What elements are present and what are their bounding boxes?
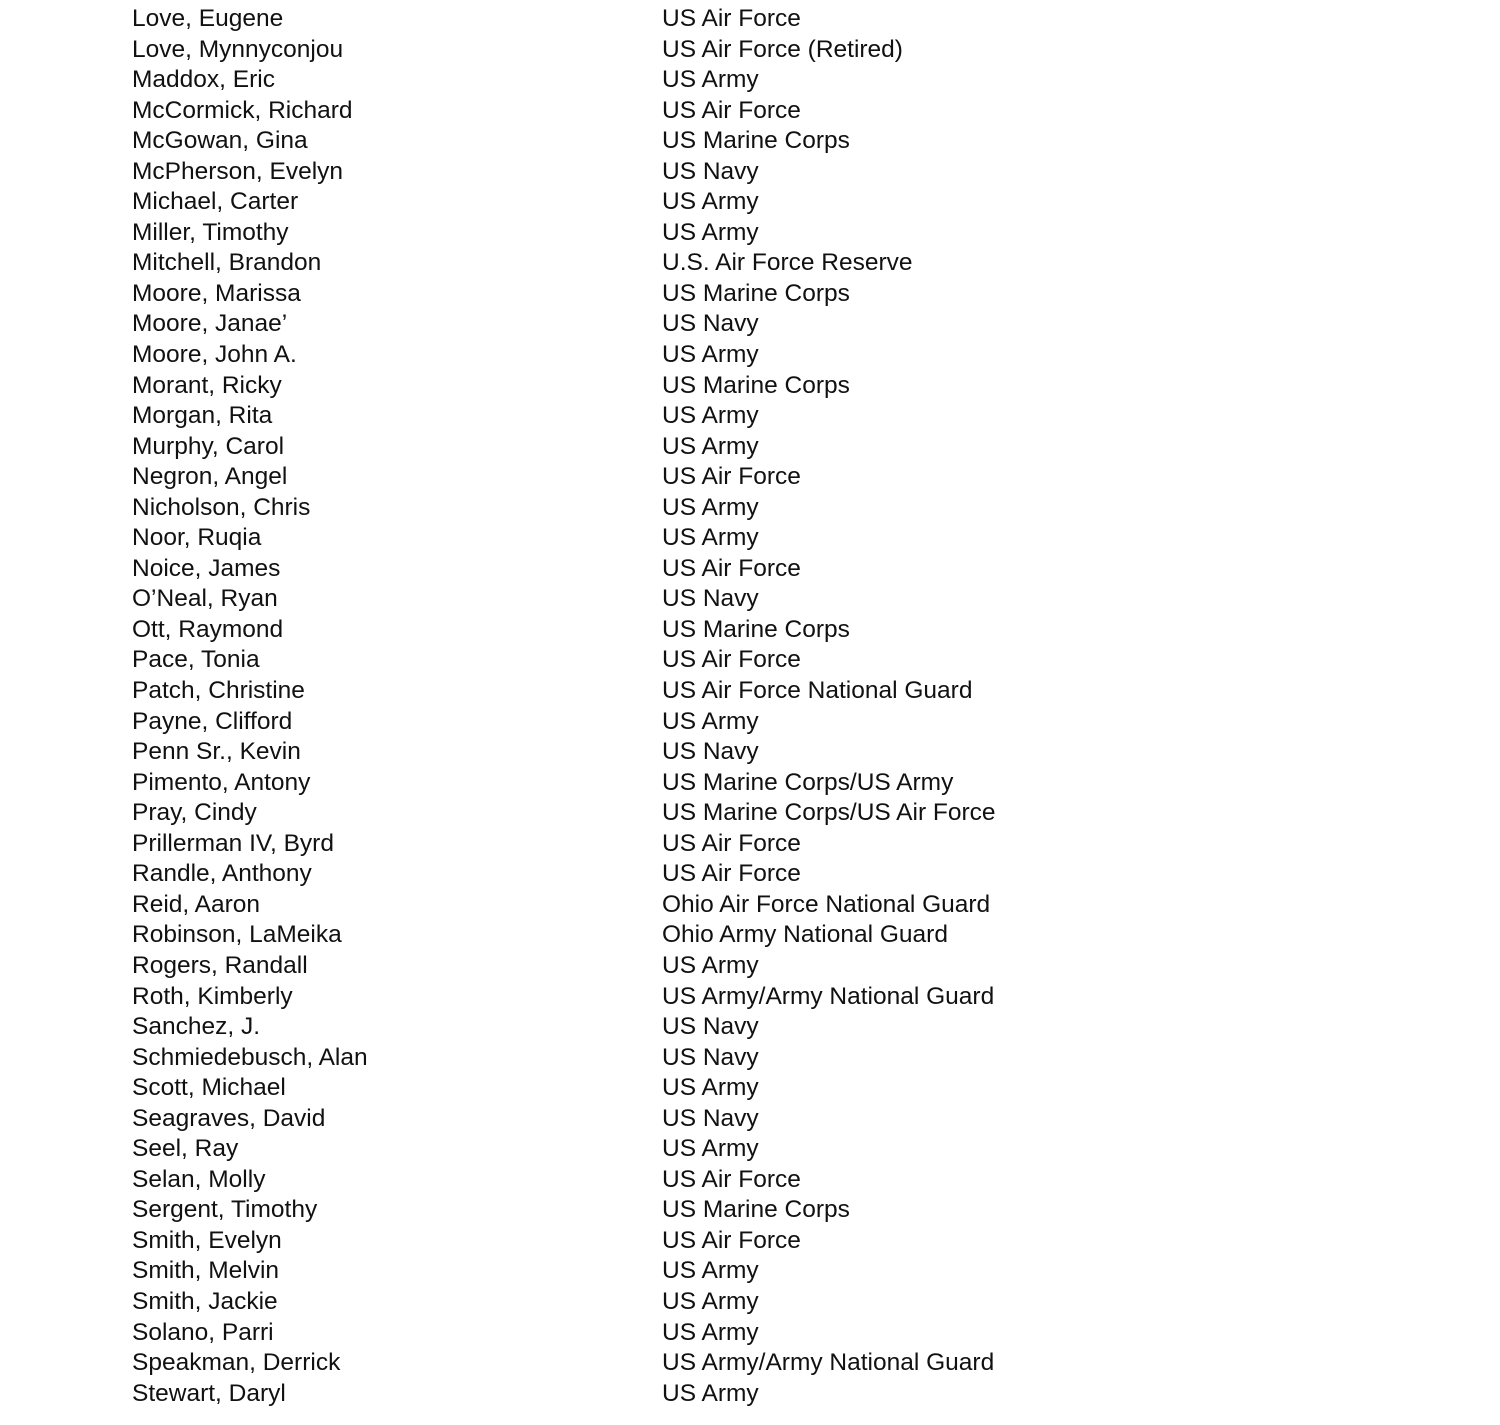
service-branch: US Air Force [662,96,801,124]
service-branch: US Army [662,432,759,460]
service-branch: US Army [662,1318,759,1346]
roster-row [132,248,1132,279]
service-branch: US Air Force [662,463,801,491]
service-branch: US Marine Corps [662,279,850,307]
veteran-roster-list [132,4,1132,1409]
roster-row [132,523,1132,554]
roster-row [132,890,1132,921]
roster-row [132,1073,1132,1104]
veteran-name: Miller, Timothy [132,218,289,246]
service-branch: US Navy [662,738,759,766]
veteran-name: Smith, Evelyn [132,1226,282,1254]
veteran-name: Noor, Ruqia [132,524,262,552]
service-branch: US Marine Corps/US Army [662,768,954,796]
roster-row [132,1379,1132,1410]
service-branch: U.S. Air Force Reserve [662,249,913,277]
service-branch: US Army [662,341,759,369]
veteran-name: Morgan, Rita [132,402,273,430]
veteran-name: Smith, Melvin [132,1257,280,1285]
service-branch: US Army/Army National Guard [662,1349,995,1377]
veteran-name: Payne, Clifford [132,707,293,735]
roster-row [132,982,1132,1013]
veteran-name: O’Neal, Ryan [132,585,278,613]
veteran-name: Moore, Marissa [132,279,301,307]
roster-row [132,126,1132,157]
roster-row [132,1226,1132,1257]
roster-row [132,493,1132,524]
veteran-name: Schmiedebusch, Alan [132,1043,368,1071]
service-branch: US Air Force [662,5,801,32]
service-branch: US Marine Corps [662,1196,850,1224]
roster-row [132,768,1132,799]
veteran-name: Negron, Angel [132,463,288,491]
roster-row [132,1348,1132,1379]
roster-row [132,432,1132,463]
roster-row [132,1165,1132,1196]
veteran-name: Patch, Christine [132,677,305,705]
service-branch: US Army [662,402,759,430]
roster-row [132,920,1132,951]
veteran-name: Mitchell, Brandon [132,249,322,277]
roster-row [132,4,1132,35]
veteran-name: Ott, Raymond [132,615,284,643]
service-branch: US Navy [662,1013,759,1041]
veteran-name: Penn Sr., Kevin [132,738,301,766]
veteran-name: Noice, James [132,554,281,582]
veteran-name: Michael, Carter [132,188,299,216]
service-branch: US Air Force [662,646,801,674]
veteran-name: McGowan, Gina [132,127,308,155]
service-branch: US Marine Corps [662,371,850,399]
service-branch: US Air Force (Retired) [662,35,903,63]
roster-row [132,951,1132,982]
veteran-name: Prillerman IV, Byrd [132,829,334,857]
service-branch: US Air Force [662,829,801,857]
service-branch: US Air Force [662,554,801,582]
roster-row [132,96,1132,127]
roster-row [132,645,1132,676]
service-branch: US Navy [662,310,759,338]
veteran-name: Selan, Molly [132,1165,266,1193]
service-branch: US Air Force [662,860,801,888]
service-branch: US Army [662,707,759,735]
veteran-name: Speakman, Derrick [132,1349,341,1377]
roster-row [132,279,1132,310]
service-branch: US Army [662,951,759,979]
roster-row [132,615,1132,646]
service-branch: US Army [662,66,759,94]
veteran-name: Love, Mynnyconjou [132,35,344,63]
service-branch: US Army/Army National Guard [662,982,995,1010]
roster-row [132,1318,1132,1349]
veteran-name: Reid, Aaron [132,890,261,918]
roster-row [132,218,1132,249]
roster-row [132,1134,1132,1165]
veteran-name: Smith, Jackie [132,1287,278,1315]
roster-row [132,462,1132,493]
veteran-name: Roth, Kimberly [132,982,293,1010]
roster-row [132,1043,1132,1074]
roster-row [132,829,1132,860]
service-branch: US Army [662,1379,759,1407]
service-branch: US Army [662,218,759,246]
roster-row [132,187,1132,218]
veteran-name: Moore, Janae’ [132,310,288,338]
roster-row [132,1256,1132,1287]
service-branch: US Army [662,1135,759,1163]
veteran-name: Scott, Michael [132,1074,286,1102]
roster-row [132,737,1132,768]
service-branch: US Marine Corps [662,127,850,155]
service-branch: US Navy [662,585,759,613]
veteran-name: Seel, Ray [132,1135,239,1163]
service-branch: US Marine Corps [662,615,850,643]
service-branch: US Air Force [662,1226,801,1254]
service-branch: Ohio Army National Guard [662,921,948,949]
veteran-name: Randle, Anthony [132,860,312,888]
veteran-name: Nicholson, Chris [132,493,311,521]
service-branch: US Army [662,1257,759,1285]
service-branch: US Army [662,524,759,552]
veteran-name: Morant, Ricky [132,371,282,399]
veteran-name: Solano, Parri [132,1318,274,1346]
roster-row [132,676,1132,707]
roster-row [132,65,1132,96]
veteran-name: Pray, Cindy [132,799,257,827]
veteran-name: Pimento, Antony [132,768,311,796]
service-branch: US Army [662,493,759,521]
roster-row [132,1195,1132,1226]
veteran-name: Murphy, Carol [132,432,285,460]
veteran-name: Pace, Tonia [132,646,260,674]
veteran-name: Love, Eugene [132,5,284,32]
roster-row [132,707,1132,738]
roster-row [132,401,1132,432]
veteran-name: Sanchez, J. [132,1013,261,1041]
service-branch: US Air Force National Guard [662,677,973,705]
veteran-name: Robinson, LaMeika [132,921,342,949]
service-branch: US Air Force [662,1165,801,1193]
roster-row [132,1104,1132,1135]
service-branch: US Navy [662,1043,759,1071]
roster-row [132,1287,1132,1318]
roster-row [132,371,1132,402]
roster-row [132,859,1132,890]
veteran-name: Seagraves, David [132,1104,326,1132]
service-branch: US Army [662,1287,759,1315]
service-branch: US Navy [662,1104,759,1132]
service-branch: US Army [662,188,759,216]
roster-row [132,35,1132,66]
service-branch: US Navy [662,157,759,185]
roster-row [132,1012,1132,1043]
service-branch: Ohio Air Force National Guard [662,890,991,918]
veteran-name: McPherson, Evelyn [132,157,344,185]
veteran-name: Maddox, Eric [132,66,275,94]
roster-row [132,584,1132,615]
roster-row [132,340,1132,371]
service-branch: US Marine Corps/US Air Force [662,799,996,827]
roster-row [132,157,1132,188]
veteran-name: Stewart, Daryl [132,1379,286,1407]
veteran-name: Sergent, Timothy [132,1196,318,1224]
veteran-name: McCormick, Richard [132,96,353,124]
roster-row [132,554,1132,585]
veteran-name: Rogers, Randall [132,951,308,979]
roster-row [132,309,1132,340]
service-branch: US Army [662,1074,759,1102]
roster-row [132,798,1132,829]
veteran-name: Moore, John A. [132,341,297,369]
